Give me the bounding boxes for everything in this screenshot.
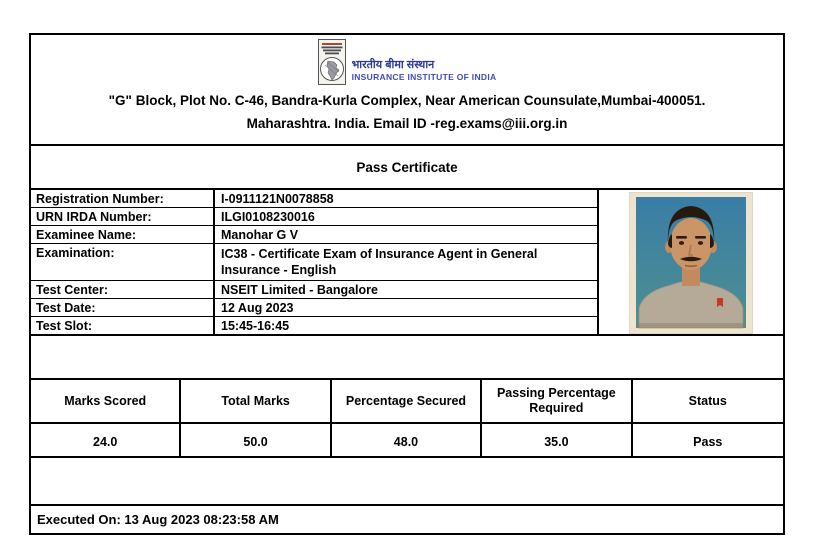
marks-table <box>31 378 783 458</box>
table-row <box>31 281 597 299</box>
spacer <box>31 336 783 378</box>
examinee-photo <box>629 192 753 334</box>
percentage-secured-value: 48.0 <box>332 424 482 456</box>
address-line-1: "G" Block, Plot No. C-46, Bandra-Kurla Complex, Near American Counsulate,Mumbai-400051. <box>108 93 706 108</box>
status-header: Status <box>688 393 727 408</box>
marks-header-row <box>31 380 783 424</box>
photo-cell <box>599 190 783 334</box>
marks-scored-value: 24.0 <box>31 424 181 456</box>
institute-seal-icon <box>318 39 346 85</box>
test-slot-label: Test Slot: <box>31 317 215 334</box>
institute-name-hindi: भारतीय बीमा संस्थान <box>351 59 435 71</box>
table-row <box>31 226 597 244</box>
details-table <box>31 190 599 334</box>
status-value: Pass <box>693 435 723 449</box>
urn-irda-number-value: ILGI0108230016 <box>221 209 315 224</box>
test-date-label: Test Date: <box>31 299 215 316</box>
marks-scored-header: Marks Scored <box>31 380 181 422</box>
institute-name-block <box>352 59 497 82</box>
examinee-name-label: Examinee Name: <box>31 226 215 243</box>
registration-number-value: I-0911121N0078858 <box>221 191 334 206</box>
executed-on-footer: Executed On: 13 Aug 2023 08:23:58 AM <box>31 504 783 533</box>
test-date-value: 12 Aug 2023 <box>221 300 294 315</box>
examinee-name-value: Manohar G V <box>221 227 299 242</box>
institute-logo <box>31 35 783 85</box>
passing-percentage-header: Passing Percentage Required <box>482 380 632 422</box>
spacer <box>31 458 783 504</box>
address-line-2: Maharashtra. India. Email ID -reg.exams@iii.org.in <box>246 116 568 131</box>
examination-value: IC38 - Certificate Exam of Insurance Agent in General Insurance - English <box>221 247 538 277</box>
details-section <box>31 190 783 336</box>
total-marks-value: 50.0 <box>181 424 331 456</box>
table-row <box>31 208 597 226</box>
certificate-header <box>31 35 783 146</box>
institute-name-english: INSURANCE INSTITUTE OF INDIA <box>351 72 497 82</box>
test-slot-value: 15:45-16:45 <box>221 318 290 333</box>
registration-number-label: Registration Number: <box>31 190 215 207</box>
total-marks-header: Total Marks <box>181 380 331 422</box>
urn-irda-number-label: URN IRDA Number: <box>31 208 215 225</box>
table-row <box>31 317 597 334</box>
test-center-value: NSEIT Limited - Bangalore <box>221 282 378 297</box>
examination-label: Examination: <box>31 244 215 280</box>
table-row <box>31 190 597 208</box>
test-center-label: Test Center: <box>31 281 215 298</box>
marks-value-row <box>31 424 783 456</box>
table-row <box>31 244 597 281</box>
certificate-document <box>29 33 785 535</box>
certificate-title: Pass Certificate <box>31 146 783 190</box>
percentage-secured-header: Percentage Secured <box>332 380 482 422</box>
table-row <box>31 299 597 317</box>
passing-percentage-value: 35.0 <box>482 424 632 456</box>
